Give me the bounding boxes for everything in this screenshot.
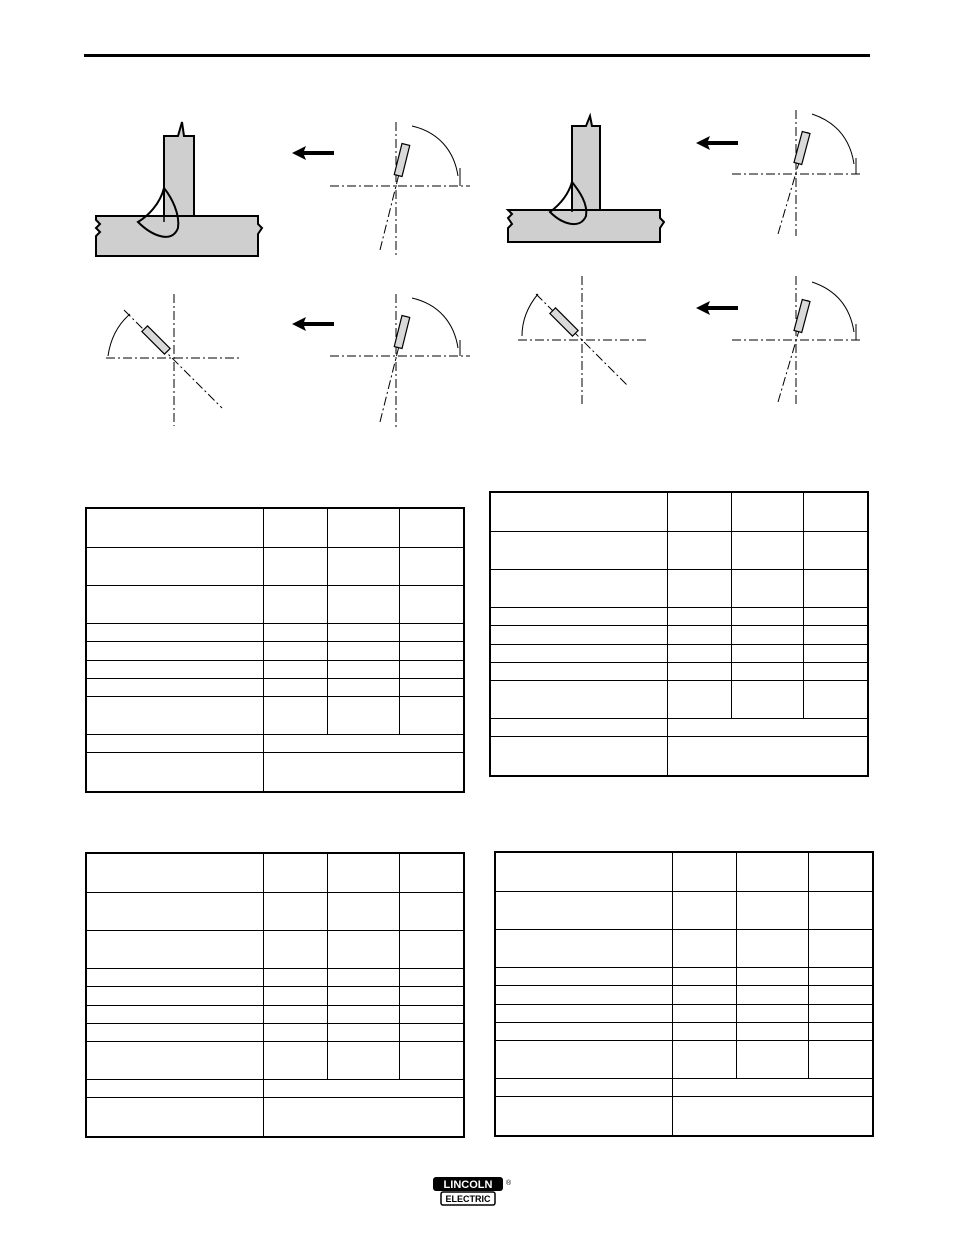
table-row bbox=[86, 1098, 464, 1137]
table-row bbox=[495, 930, 873, 968]
electrode-angle-diagram-1 bbox=[326, 118, 476, 258]
table-row bbox=[86, 586, 464, 624]
table-row bbox=[86, 892, 464, 930]
table-row bbox=[86, 696, 464, 734]
vertical-plate bbox=[572, 116, 600, 210]
table-row bbox=[86, 931, 464, 969]
procedure-table-3 bbox=[85, 852, 465, 1138]
table-row bbox=[495, 986, 873, 1004]
logo-line2: ELECTRIC bbox=[445, 1194, 491, 1204]
table-row bbox=[86, 508, 464, 547]
electrode bbox=[142, 326, 170, 354]
table-row bbox=[86, 1041, 464, 1079]
table-row bbox=[86, 624, 464, 642]
lincoln-electric-logo bbox=[432, 1176, 512, 1208]
table-row bbox=[495, 1004, 873, 1022]
table-row bbox=[495, 891, 873, 929]
header-rule bbox=[84, 54, 870, 57]
electrode-angle-diagram-3 bbox=[728, 108, 868, 238]
table-row bbox=[86, 753, 464, 792]
t-joint-fillet-weld-left bbox=[80, 118, 270, 260]
table-row bbox=[490, 737, 868, 776]
table-row bbox=[490, 680, 868, 718]
procedure-table-2 bbox=[489, 491, 869, 777]
table-row bbox=[86, 1080, 464, 1098]
table-row bbox=[490, 644, 868, 662]
table-row bbox=[490, 570, 868, 608]
table-row bbox=[86, 642, 464, 660]
procedure-table-1 bbox=[85, 507, 465, 793]
table-row bbox=[86, 660, 464, 678]
table-row bbox=[86, 1023, 464, 1041]
table-row bbox=[86, 735, 464, 753]
table-row bbox=[86, 547, 464, 585]
table-row bbox=[495, 852, 873, 891]
table-row bbox=[490, 719, 868, 737]
table-row bbox=[495, 1022, 873, 1040]
logo-line1: LINCOLN bbox=[443, 1179, 493, 1191]
work-angle-diagram-1 bbox=[100, 292, 250, 428]
table-row bbox=[490, 531, 868, 569]
table-row bbox=[495, 1040, 873, 1078]
table-row bbox=[490, 662, 868, 680]
table-row bbox=[490, 492, 868, 531]
table-row bbox=[490, 608, 868, 626]
table-row bbox=[495, 968, 873, 986]
electrode bbox=[394, 144, 410, 177]
table-row bbox=[495, 1097, 873, 1136]
table-row bbox=[86, 678, 464, 696]
table-row bbox=[495, 1079, 873, 1097]
electrode bbox=[394, 316, 410, 349]
electrode bbox=[550, 308, 578, 336]
work-angle-diagram-2 bbox=[516, 274, 650, 408]
electrode-angle-diagram-4 bbox=[728, 274, 868, 406]
table-row bbox=[86, 853, 464, 892]
table-row bbox=[490, 626, 868, 644]
table-row bbox=[86, 1005, 464, 1023]
vertical-plate bbox=[164, 122, 194, 216]
t-joint-fillet-weld-right bbox=[494, 114, 674, 246]
table-row bbox=[86, 987, 464, 1005]
electrode-angle-diagram-2 bbox=[326, 290, 476, 430]
procedure-table-4 bbox=[494, 851, 874, 1137]
table-row bbox=[86, 969, 464, 987]
registered-mark: ® bbox=[506, 1180, 512, 1187]
